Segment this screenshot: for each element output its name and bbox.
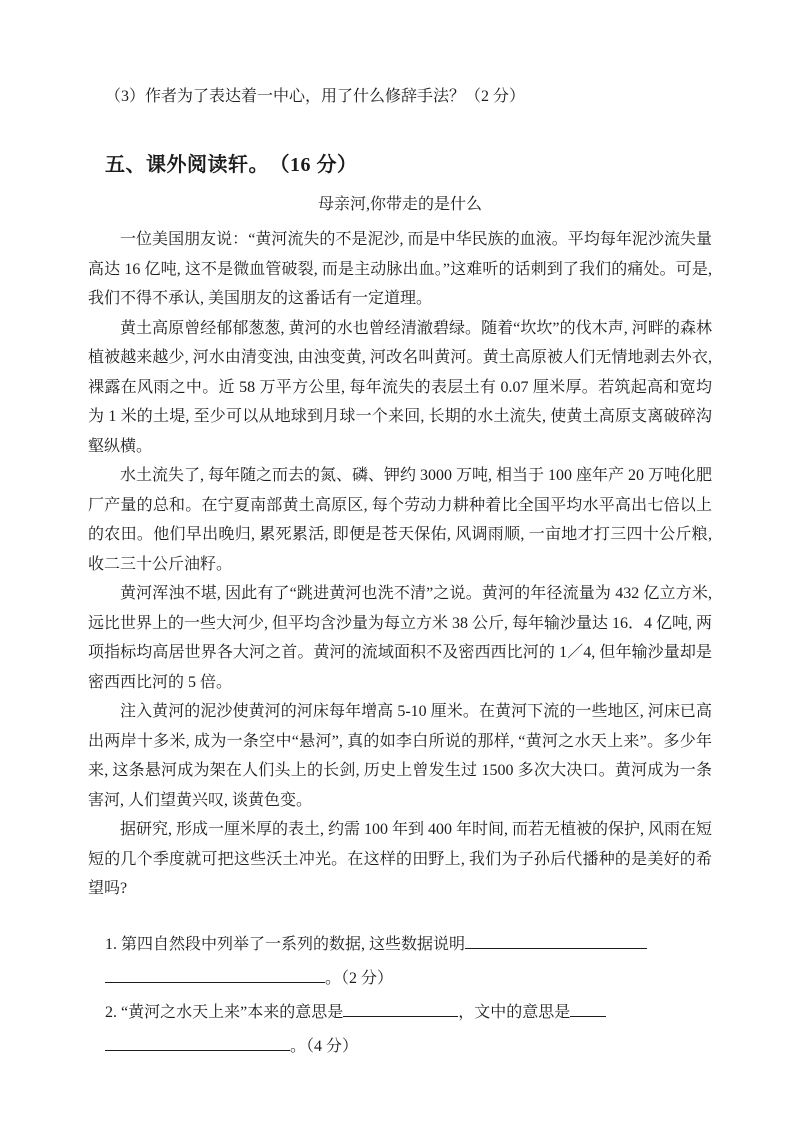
question-1-lead: 1. 第四自然段中列举了一系列的数据, 这些数据说明 bbox=[105, 935, 466, 953]
prior-question-line: （3）作者为了表达着一中心，用了什么修辞手法？（2 分） bbox=[105, 88, 526, 105]
question-2 bbox=[105, 996, 712, 1064]
article-body bbox=[88, 225, 712, 904]
answer-blank bbox=[343, 1000, 458, 1017]
question-1 bbox=[105, 928, 712, 996]
article-title: 母亲河,你带走的是什么 bbox=[317, 196, 482, 213]
comprehension-questions bbox=[88, 928, 712, 1064]
article-paragraph: 一位美国朋友说：“黄河流失的不是泥沙, 而是中华民族的血液。平均每年泥沙流失量高达 16 亿吨, 这不是微血管破裂, 而是主动脉出血。”这难听的话刺到了我们的痛处。可是, 我们不得不承认, 美国朋友的这番话有一定道理。 bbox=[88, 231, 712, 307]
answer-blank bbox=[465, 932, 647, 949]
page-content bbox=[88, 0, 712, 1064]
article-paragraph: 黄土高原曾经郁郁葱葱, 黄河的水也曾经清澈碧绿。随着“坎坎”的伐木声, 河畔的森林植被越来越少, 河水由清变浊, 由浊变黄, 河改名叫黄河。黄土高原被人们无情地剥去外衣, 裸露在风雨之中。近 58 万平方公里, 每年流失的表层土有 0.07 厘米厚。若筑起高和宽均为 1 米的土堤, 至少可以从地球到月球一个来回, 长期的水土流失, 使黄土高原支离破碎沟壑纵横。 bbox=[88, 319, 712, 455]
article-paragraph: 注入黄河的泥沙使黄河的河床每年增高 5-10 厘米。在黄河下流的一些地区, 河床已高出两岸十多米, 成为一条空中“悬河”, 真的如李白所说的那样, “黄河之水天上来”。多少年来, 这条悬河成为架在人们头上的长剑, 历史上曾发生过 1500 多次大决口。黄河成为一条害河, 人们望黄兴叹, 谈黄色变。 bbox=[88, 703, 712, 809]
answer-blank bbox=[105, 966, 325, 983]
question-2-lead: 2. “黄河之水天上来”本来的意思是 bbox=[105, 1003, 344, 1021]
section-heading: 五、课外阅读轩。 （16 分） bbox=[105, 154, 358, 176]
article-paragraph: 黄河浑浊不堪, 因此有了“跳进黄河也洗不清”之说。黄河的年径流量为 432 亿立方米, 远比世界上的一些大河少, 但平均含沙量为每立方米 38 公斤, 每年输沙量达 16．4 亿吨, 两项指标均高居世界各大河之首。黄河的流域面积不及密西西比河的 1／4, 但年输沙量却是密西西比河的 5 倍。 bbox=[88, 585, 713, 691]
answer-blank bbox=[570, 1000, 606, 1017]
question-1-tail: 。（2 分） bbox=[325, 969, 394, 987]
article-paragraph: 据研究, 形成一厘米厚的表土, 约需 100 年到 400 年时间, 而若无植被的保护, 风雨在短短的几个季度就可把这些沃土冲光。在这样的田野上, 我们为子孙后代播种的是美好的希望吗? bbox=[88, 821, 713, 897]
question-2-tail: 。（4 分） bbox=[290, 1037, 359, 1055]
article-paragraph: 水土流失了, 每年随之而去的氮、磷、钾约 3000 万吨, 相当于 100 座年产 20 万吨化肥厂产量的总和。在宁夏南部黄土高原区, 每个劳动力耕种着比全国平均水平高出七倍以上的农田。他们早出晚归, 累死累活, 即便是苍天保佑, 风调雨顺, 一亩地才打三四十公斤粮, 收二三十公斤油籽。 bbox=[88, 467, 713, 573]
answer-blank bbox=[105, 1034, 290, 1051]
question-2-mid: ，文中的意思是 bbox=[458, 1003, 571, 1021]
